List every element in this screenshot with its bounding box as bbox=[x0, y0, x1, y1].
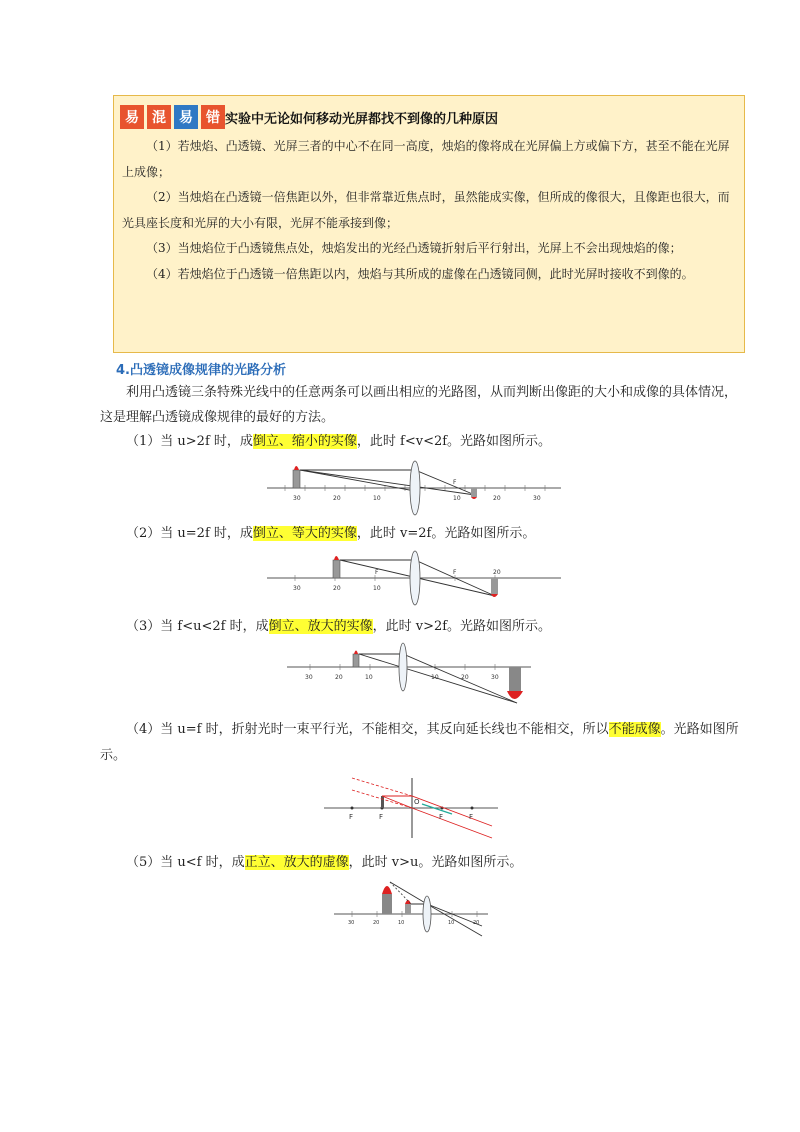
callout-title: 实验中无论如何移动光屏都找不到像的几种原因 bbox=[225, 112, 499, 127]
callout-item: （1）若烛焰、凸透镜、光屏三者的中心不在同一高度，烛焰的像将成在光屏偏上方或偏下方，甚至不能在光屏上成像； bbox=[122, 139, 730, 179]
case-text: （5）当 u<f 时，成 bbox=[126, 855, 245, 870]
svg-text:20: 20 bbox=[335, 674, 343, 681]
case-text: （4）当 u=f 时，折射光时一束平行光，不能相交，其反向延长线也不能相交，所以 bbox=[126, 722, 609, 737]
focal-label: F bbox=[349, 813, 354, 821]
case-text: 。光路如图所示。 bbox=[100, 722, 739, 763]
svg-text:10: 10 bbox=[398, 920, 405, 926]
callout-item: （3）当烛焰位于凸透镜焦点处，烛焰发出的光经凸透镜折射后平行射出，光屏上不会出现烛焰的像； bbox=[146, 241, 682, 255]
svg-text:20: 20 bbox=[493, 569, 501, 576]
highlight-text: 正立、放大的虚像 bbox=[244, 855, 349, 870]
case-1-text bbox=[100, 429, 740, 455]
callout-tag: 易 bbox=[174, 105, 198, 129]
highlight-text: 倒立、放大的实像 bbox=[268, 619, 373, 634]
case-4-text bbox=[100, 717, 740, 769]
section-intro: 利用凸透镜三条特殊光线中的任意两条可以画出相应的光路图，从而判断出像距的大小和成像的具体情况，这是理解凸透镜成像规律的最好的方法。 bbox=[100, 385, 738, 425]
svg-text:10: 10 bbox=[453, 495, 461, 502]
case-text: ，此时 v=2f。光路如图所示。 bbox=[356, 526, 536, 541]
case-2-text bbox=[100, 521, 740, 547]
svg-text:F: F bbox=[375, 569, 379, 576]
svg-text:10: 10 bbox=[448, 920, 455, 926]
ray-diagram-4 bbox=[322, 774, 502, 840]
mistake-callout bbox=[113, 95, 745, 353]
callout-tag: 错 bbox=[201, 105, 225, 129]
case-text: ，此时 v>2f。光路如图所示。 bbox=[372, 619, 552, 634]
highlight-text: 不能成像 bbox=[608, 722, 661, 737]
case-text: （3）当 f<u<2f 时，成 bbox=[126, 619, 269, 634]
svg-text:20: 20 bbox=[333, 495, 341, 502]
svg-text:30: 30 bbox=[533, 495, 541, 502]
case-text: （2）当 u=2f 时，成 bbox=[126, 526, 253, 541]
section-title: 4.凸透镜成像规律的光路分析 bbox=[116, 363, 286, 378]
ray-diagram-2 bbox=[265, 548, 565, 608]
focal-label: F bbox=[439, 813, 444, 821]
svg-text:10: 10 bbox=[373, 585, 381, 592]
callout-tag: 混 bbox=[147, 105, 171, 129]
svg-text:20: 20 bbox=[333, 585, 341, 592]
svg-text:F: F bbox=[453, 479, 457, 486]
highlight-text: 倒立、等大的实像 bbox=[252, 526, 357, 541]
callout-body bbox=[122, 134, 738, 287]
case-text: ，此时 f<v<2f。光路如图所示。 bbox=[356, 434, 552, 449]
svg-text:10: 10 bbox=[431, 674, 439, 681]
focal-label: F bbox=[379, 813, 384, 821]
svg-text:30: 30 bbox=[491, 674, 499, 681]
svg-text:30: 30 bbox=[293, 585, 301, 592]
origin-label: O bbox=[414, 798, 420, 806]
ray-diagram-1 bbox=[265, 458, 565, 518]
svg-text:20: 20 bbox=[461, 674, 469, 681]
svg-text:20: 20 bbox=[373, 920, 380, 926]
callout-tags bbox=[120, 105, 225, 129]
highlight-text: 倒立、缩小的实像 bbox=[252, 434, 357, 449]
svg-text:30: 30 bbox=[305, 674, 313, 681]
case-3-text bbox=[100, 614, 740, 640]
ray-diagram-3 bbox=[285, 641, 535, 709]
svg-text:10: 10 bbox=[365, 674, 373, 681]
svg-text:30: 30 bbox=[348, 920, 355, 926]
ray-diagram-5 bbox=[332, 876, 492, 938]
svg-text:F: F bbox=[453, 569, 457, 576]
svg-text:30: 30 bbox=[293, 495, 301, 502]
callout-item: （4）若烛焰位于凸透镜一倍焦距以内，烛焰与其所成的虚像在凸透镜同侧，此时光屏时接收不到像的。 bbox=[146, 266, 694, 281]
case-text: （1）当 u>2f 时，成 bbox=[126, 434, 253, 449]
case-text: ，此时 v>u。光路如图所示。 bbox=[348, 855, 523, 870]
svg-text:20: 20 bbox=[493, 495, 501, 502]
focal-label: F bbox=[469, 813, 474, 821]
callout-item: （2）当烛焰在凸透镜一倍焦距以外，但非常靠近焦点时，虽然能成实像，但所成的像很大，且像距也很大，而光具座长度和光屏的大小有限，光屏不能承接到像； bbox=[122, 190, 730, 230]
svg-text:10: 10 bbox=[373, 495, 381, 502]
case-5-text bbox=[100, 850, 740, 876]
svg-text:20: 20 bbox=[473, 920, 480, 926]
callout-tag: 易 bbox=[120, 105, 144, 129]
